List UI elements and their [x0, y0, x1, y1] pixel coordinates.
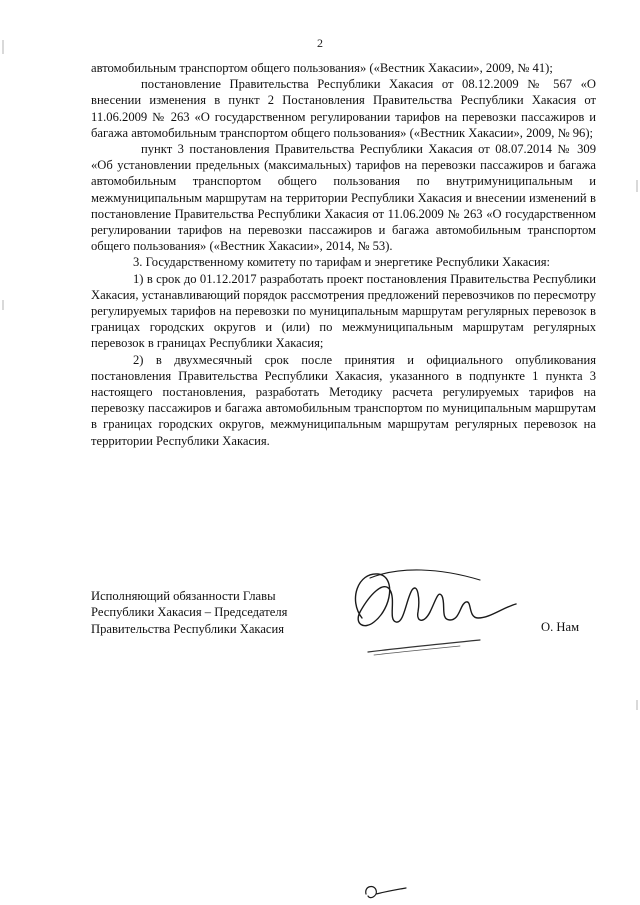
paragraph-subitem-1: 1) в срок до 01.12.2017 разработать проект постановления Правительства Республики Хакасия, устанавливающий порядок рассмотрения предложений перевозчиков по пересмотру регулируемых тарифов на перевозки по муниципальным маршрутам регулярных перевозок в границах городских округов и (или) по межмуниципальным маршрутам регулярных перевозок в границах Республики Хакасия;: [91, 271, 596, 351]
paragraph-continuation: автомобильным транспортом общего пользования» («Вестник Хакасии», 2009, № 41);: [91, 61, 553, 75]
signatory-title-line: Исполняющий обязанности Главы: [91, 589, 276, 603]
handwritten-initials: [360, 880, 410, 902]
signatory-title-line: Правительства Республики Хакасия: [91, 621, 285, 636]
scan-edge-mark: [636, 700, 638, 710]
paragraph-resolution-309: пункт 3 постановления Правительства Республики Хакасия от 08.07.2014 № 309 «Об установлении предельных (максимальных) тарифов на перевозки пассажиров и багажа автомобильным транспортом общего пользования по внутримуниципальным и межмуниципальным маршрутам на территории Республики Хакасия и внесении изменений в постановление Правительства Республики Хакасия от 11.06.2009 № 263 «О государственном регулировании тарифов на перевозки пассажиров и багажа автомобильным транспортом общего пользования» («Вестник Хакасии», 2014, № 53).: [91, 142, 596, 254]
scan-edge-mark: [2, 300, 4, 310]
document-body: [91, 60, 596, 449]
signatory-title: [91, 588, 287, 637]
paragraph-resolution-567: постановление Правительства Республики Хакасия от 08.12.2009 № 567 «О внесении изменения в пункт 2 Постановления Правительства Республики Хакасия от 11.06.2009 № 263 «О государственном регулировании тарифов на перевозки пассажиров и багажа автомобильным транспортом общего пользования» («Вестник Хакасии», 2009, № 96);: [91, 77, 596, 140]
paragraph-subitem-2: 2) в двухмесячный срок после принятия и официального опубликования постановления Правительства Республики Хакасия, указанного в подпункте 1 пункта 3 настоящего постановления, разработать Методику расчета регулируемых тарифов на перевозку пассажиров и багажа автомобильным транспортом по муниципальным маршрутам в границах городских округов, межмуниципальным маршрутам регулярных перевозок на территории Республики Хакасия.: [91, 352, 596, 448]
paragraph-item-3: 3. Государственному комитету по тарифам и энергетике Республики Хакасия:: [133, 255, 551, 270]
scan-edge-mark: [636, 180, 638, 192]
page-number: 2: [317, 36, 323, 50]
signatory-name: О. Нам: [541, 620, 580, 634]
handwritten-signature: [340, 560, 530, 665]
signatory-title-line: Республики Хакасия – Председателя: [91, 605, 288, 620]
